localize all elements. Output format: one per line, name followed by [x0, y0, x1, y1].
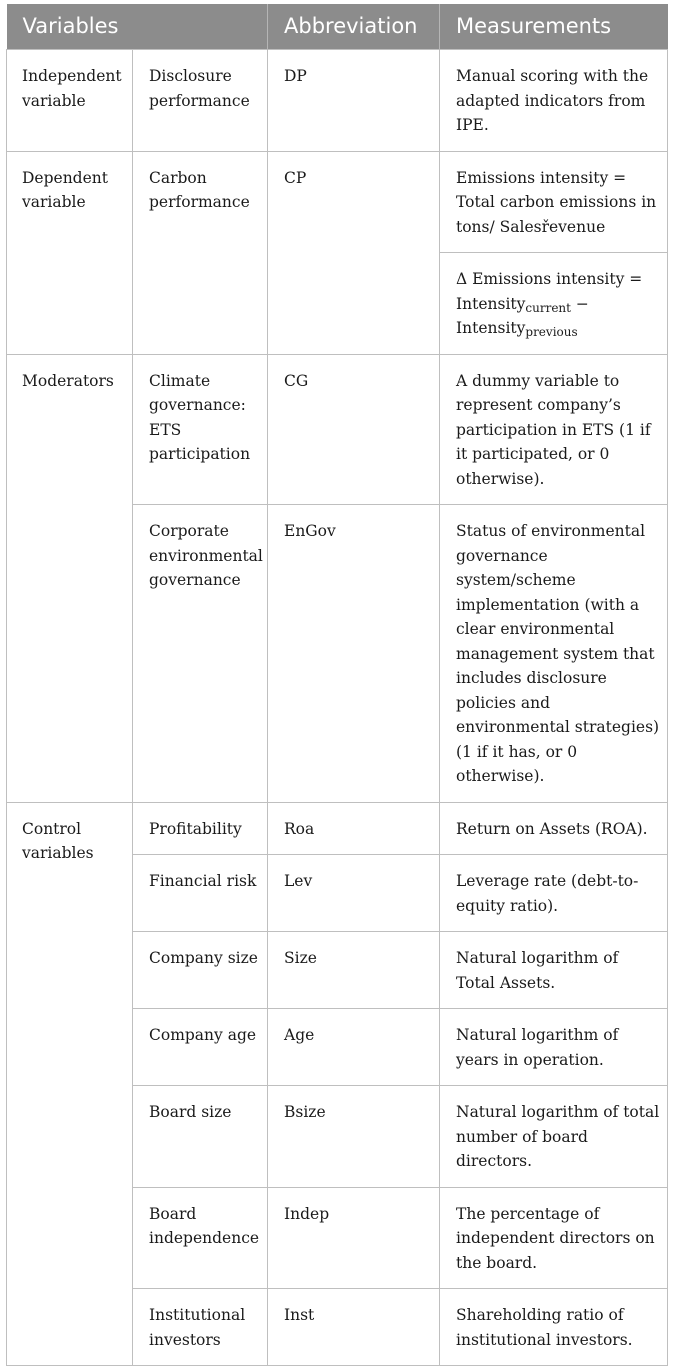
variable-name-cell: Company size [133, 932, 268, 1009]
category-cell: Independent variable [7, 50, 133, 152]
measurement-cell: The percentage of independent directors on the board. [440, 1187, 668, 1289]
variable-name-cell: Profitability [133, 802, 268, 855]
category-cell: Dependent variable [7, 151, 133, 354]
measurement-cell: Natural logarithm of years in operation. [440, 1009, 668, 1086]
abbreviation-cell: Roa [268, 802, 440, 855]
measurement-cell: Manual scoring with the adapted indicators from IPE. [440, 50, 668, 152]
measurement-text: Δ Emissions intensity = Intensity [456, 270, 643, 313]
abbreviation-cell: Age [268, 1009, 440, 1086]
variable-name-cell: Climate governance: ETS participation [133, 354, 268, 505]
abbreviation-cell: DP [268, 50, 440, 152]
variables-table [6, 4, 668, 1366]
variable-name-cell: Corporate environmental governance [133, 505, 268, 803]
measurement-cell: Status of environmental governance system/scheme implementation (with a clear environmental management system that includes disclosure policies and environmental strategies) (1 if it has, or 0 otherwise). [440, 505, 668, 803]
variable-name-cell: Disclosure performance [133, 50, 268, 152]
table-row [7, 354, 668, 505]
abbreviation-cell: Lev [268, 855, 440, 932]
variable-name-cell: Company age [133, 1009, 268, 1086]
measurement-cell: Shareholding ratio of institutional investors. [440, 1289, 668, 1366]
table-row [7, 151, 668, 253]
subscript-current: current [525, 300, 571, 315]
variable-name-cell: Carbon performance [133, 151, 268, 354]
abbreviation-cell: CG [268, 354, 440, 505]
measurement-cell: A dummy variable to represent company’s participation in ETS (1 if it participated, or 0 otherwise). [440, 354, 668, 505]
subscript-previous: previous [525, 325, 578, 339]
measurement-cell: Emissions intensity = Total carbon emissions in tons/ Salesřevenue [440, 151, 668, 253]
variable-name-cell: Institutional investors [133, 1289, 268, 1366]
variable-name-cell: Board independence [133, 1187, 268, 1289]
variable-name-cell: Financial risk [133, 855, 268, 932]
measurement-text: − Intensity [456, 294, 589, 337]
measurement-cell [440, 253, 668, 355]
abbreviation-cell: Indep [268, 1187, 440, 1289]
header-abbreviation: Abbreviation [268, 4, 440, 50]
table-row [7, 802, 668, 855]
category-cell: Control variables [7, 802, 133, 1366]
abbreviation-cell: EnGov [268, 505, 440, 803]
measurement-cell: Return on Assets (ROA). [440, 802, 668, 855]
abbreviation-cell: Inst [268, 1289, 440, 1366]
measurement-cell: Natural logarithm of Total Assets. [440, 932, 668, 1009]
header-measurements: Measurements [440, 4, 668, 50]
category-cell: Moderators [7, 354, 133, 802]
table-row [7, 50, 668, 152]
header-variables: Variables [7, 4, 268, 50]
measurement-cell: Natural logarithm of total number of board directors. [440, 1086, 668, 1188]
abbreviation-cell: Bsize [268, 1086, 440, 1188]
header-row [7, 4, 668, 50]
variable-name-cell: Board size [133, 1086, 268, 1188]
measurement-cell: Leverage rate (debt-to-equity ratio). [440, 855, 668, 932]
abbreviation-cell: Size [268, 932, 440, 1009]
abbreviation-cell: CP [268, 151, 440, 354]
